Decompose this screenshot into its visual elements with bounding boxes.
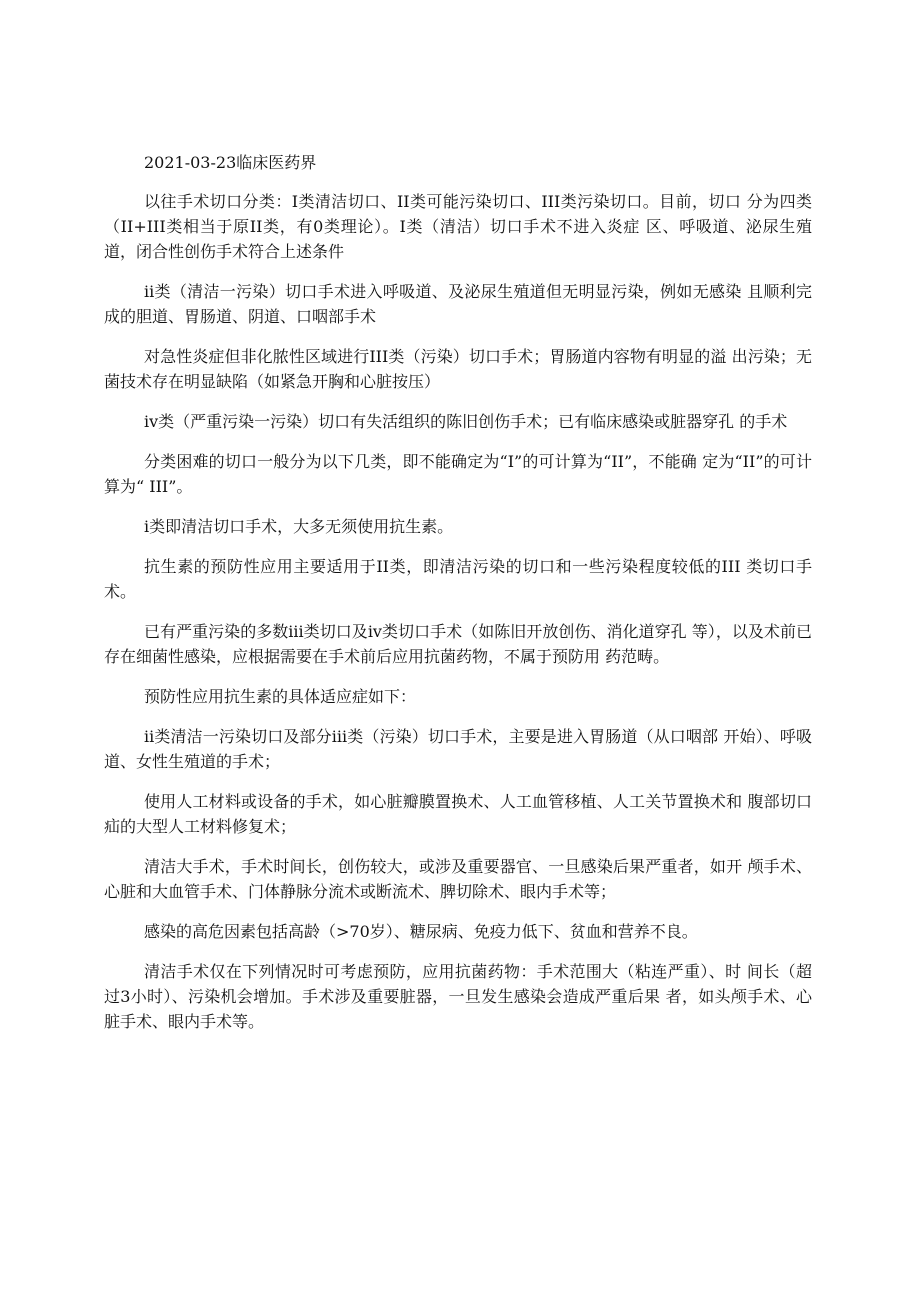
paragraph-indications-heading: 预防性应用抗生素的具体适应症如下： [144,687,417,706]
paragraph-indication-2: 使用人工材料或设备的手术，如心脏瓣膜置换术、人工血管移植、人工关节置换术和 腹部切口疝的大型人工材料修复术； [104,792,812,836]
paragraph-indication-3: 清洁大手术，手术时间长，创伤较大，或涉及重要器官、一旦感染后果严重者，如开 颅手术、心脏和大血管手术、门体静脉分流术或断流术、脾切除术、眼内手术等； [104,857,812,901]
paragraph-clean-surgery-prophylaxis: 清洁手术仅在下列情况时可考虑预防，应用抗菌药物：手术范围大（粘连严重）、时 间长（超过3小时）、污染机会增加。手术涉及重要脏器，一旦发生感染会造成严重后果 者，如头颅手术、心脏手术、眼内手术等。 [104,962,812,1031]
date-source-line: 2021-03-23临床医药界 [144,153,317,172]
paragraph-class-iii: 对急性炎症但非化脓性区域进行III类（污染）切口手术；胃肠道内容物有明显的溢 出污染；无菌技术存在明显缺陷（如紧急开胸和心脏按压） [104,347,812,391]
paragraph-incision-classification: 以往手术切口分类：I类清洁切口、II类可能污染切口、III类污染切口。目前，切口 分为四类（II+III类相当于原II类，有0类理论）。I类（清洁）切口手术不进入炎症 区、呼吸道、泌尿生殖道，闭合性创伤手术符合上述条件 [104,192,812,261]
paragraph-indication-1: ii类清洁一污染切口及部分iii类（污染）切口手术，主要是进入胃肠道（从口咽部 开始）、呼吸道、女性生殖道的手术； [104,727,812,771]
paragraph-class-iv: iv类（严重污染一污染）切口有失活组织的陈旧创伤手术；已有临床感染或脏器穿孔 的手术 [144,412,788,431]
paragraph-risk-factors: 感染的高危因素包括高龄（>70岁）、糖尿病、免疫力低下、贫血和营养不良。 [144,922,698,941]
article-body [104,150,812,1049]
paragraph-severe-contamination: 已有严重污染的多数iii类切口及iv类切口手术（如陈旧开放创伤、消化道穿孔 等），以及术前已存在细菌性感染，应根据需要在手术前后应用抗菌药物，不属于预防用 药范畴。 [104,622,812,666]
paragraph-difficult-classification: 分类困难的切口一般分为以下几类，即不能确定为“I”的可计算为“II”，不能确 定为“II”的可计算为“ III”。 [104,452,812,496]
paragraph-prophylaxis-class-ii: 抗生素的预防性应用主要适用于II类，即清洁污染的切口和一些污染程度较低的III 类切口手术。 [104,557,812,601]
paragraph-class-i-no-antibiotics: i类即清洁切口手术，大多无须使用抗生素。 [144,517,454,536]
paragraph-class-ii: ii类（清洁一污染）切口手术进入呼吸道、及泌尿生殖道但无明显污染，例如无感染 且顺利完成的胆道、胃肠道、阴道、口咽部手术 [104,282,812,326]
